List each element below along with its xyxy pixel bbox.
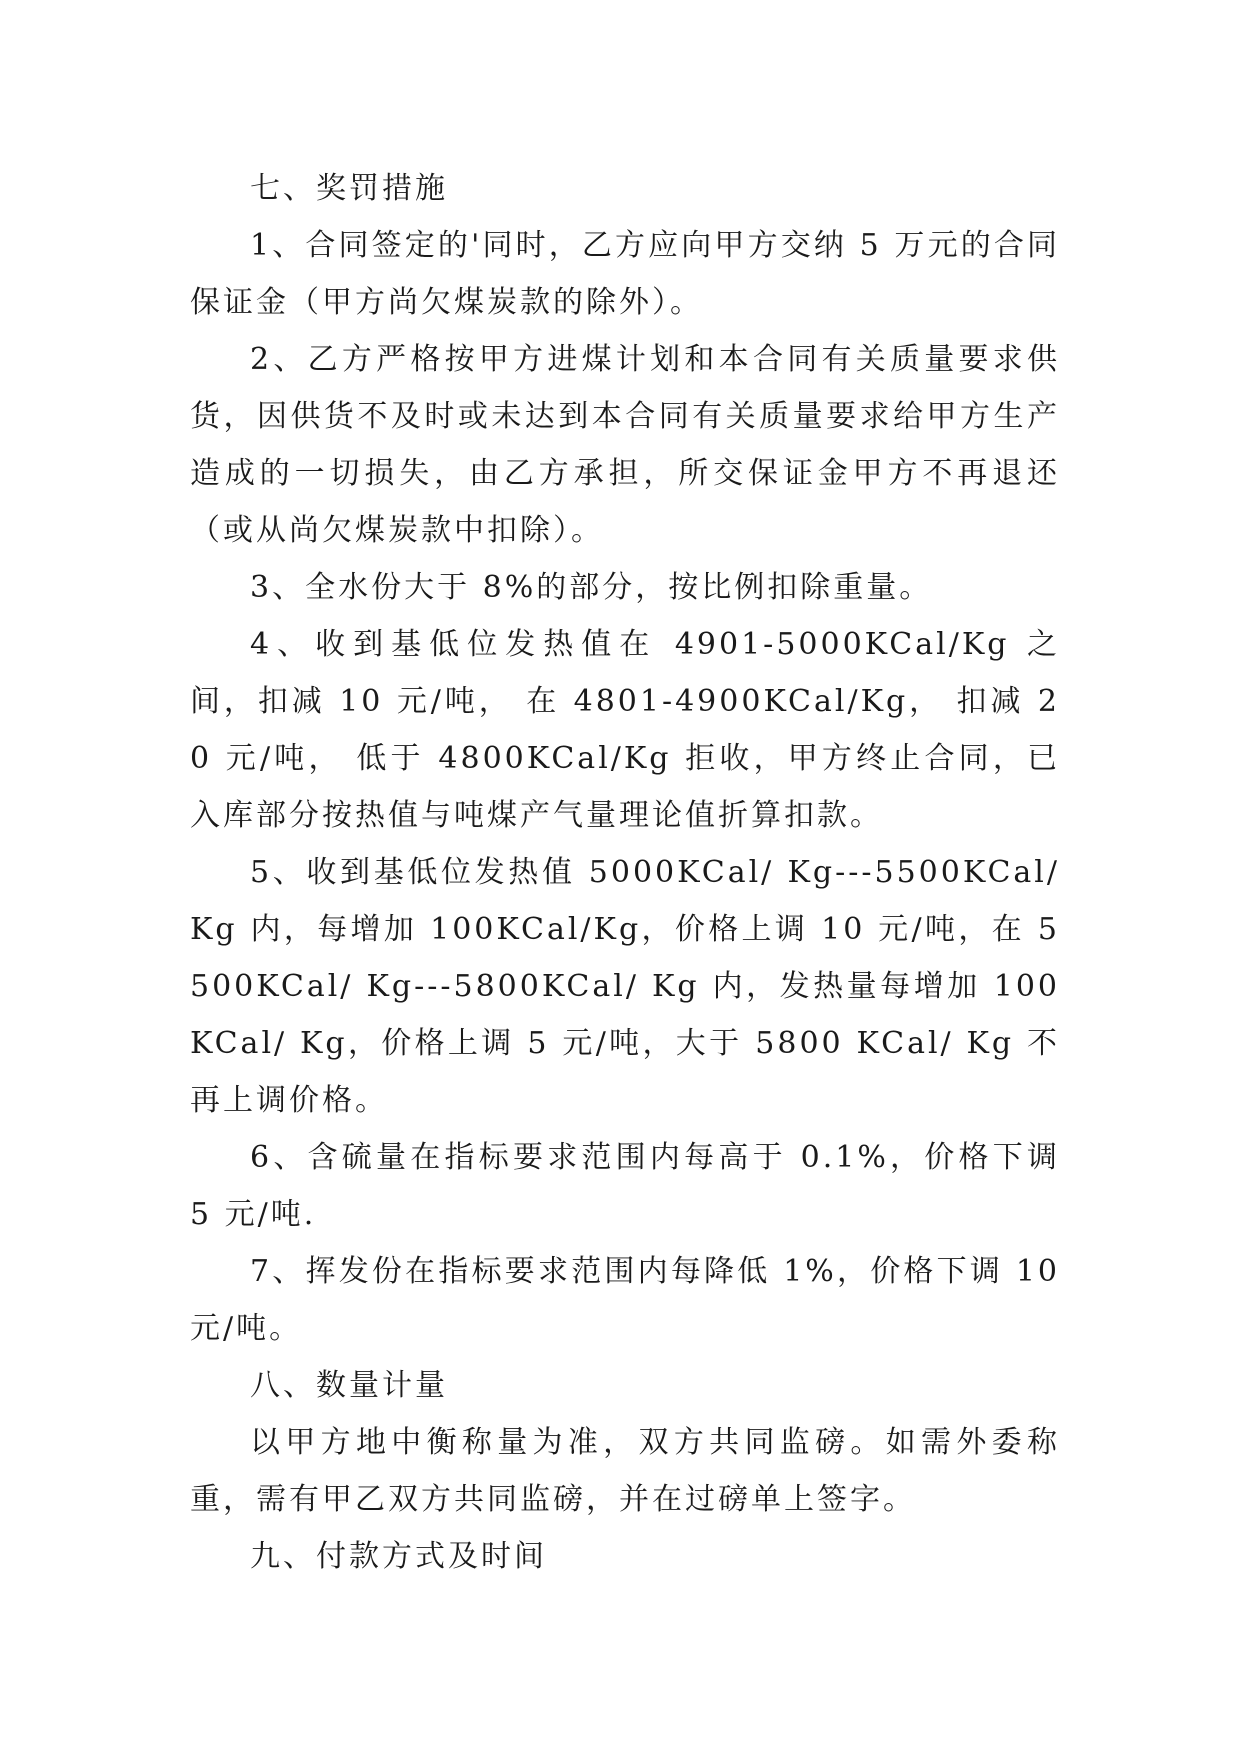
clause-2-supply-quality: 2、乙方严格按甲方进煤计划和本合同有关质量要求供货，因供货不及时或未达到本合同有关质量要求给甲方生产造成的一切损失，由乙方承担，所交保证金甲方不再退还（或从尚欠煤炭款中扣除）。 — [190, 342, 1060, 548]
section-heading-payment: 九、付款方式及时间 — [250, 1539, 547, 1574]
clause-5-calorific-bonus: 5、收到基低位发热值 5000KCal/ Kg---5500KCal/ Kg 内，每增加 100KCal/Kg，价格上调 10 元/吨，在 5500KCal/ Kg---5800KCal/ Kg 内，发热量每增加 100KCal/ Kg，价格上调 5 元/吨，大于 5800 KCal/ Kg 不再上调价格。 — [190, 855, 1060, 1118]
document-body — [190, 160, 1060, 1585]
clause-6-sulfur: 6、含硫量在指标要求范围内每高于 0.1%，价格下调 5 元/吨. — [190, 1140, 1060, 1232]
clause-3-moisture: 3、全水份大于 8%的部分，按比例扣除重量。 — [250, 570, 933, 605]
section-heading-reward-penalty: 七、奖罚措施 — [250, 171, 448, 206]
clause-4-calorific-deduction: 4、收到基低位发热值在 4901-5000KCal/Kg 之间，扣减 10 元/吨， 在 4801-4900KCal/Kg， 扣减 20 元/吨， 低于 4800KCal/Kg 拒收，甲方终止合同，已入库部分按热值与吨煤产气量理论值折算扣款。 — [190, 627, 1060, 833]
clause-7-volatile: 7、挥发份在指标要求范围内每降低 1%，价格下调 10 元/吨。 — [190, 1254, 1060, 1346]
quantity-measurement-text: 以甲方地中衡称量为准，双方共同监磅。如需外委称重，需有甲乙双方共同监磅，并在过磅单上签字。 — [190, 1425, 1060, 1517]
clause-1-deposit: 1、合同签定的'同时，乙方应向甲方交纳 5 万元的合同保证金（甲方尚欠煤炭款的除外）。 — [190, 228, 1060, 320]
section-heading-quantity-measurement: 八、数量计量 — [250, 1368, 448, 1403]
